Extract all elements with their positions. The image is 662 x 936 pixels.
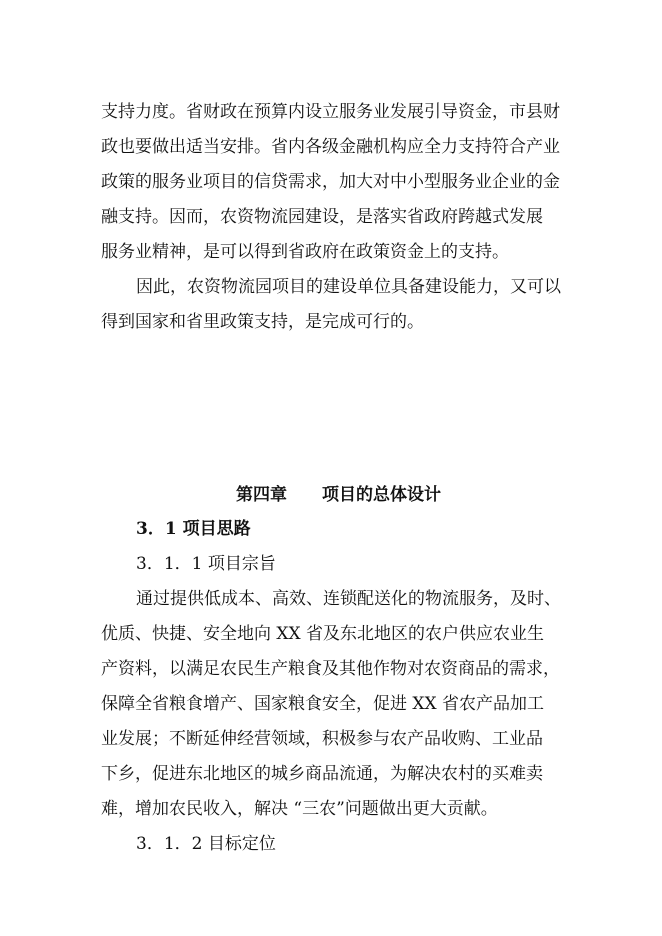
paragraph-2-line-2: 得到国家和省里政策支持，是完成可行的。	[101, 312, 424, 332]
section-3-1-1-line-7: 难，增加农民收入，解决 “三农”问题做出更大贡献。	[101, 799, 498, 819]
section-3-1-2-heading: 3．1．2 目标定位	[136, 834, 276, 854]
chapter-number: 第四章	[236, 485, 287, 505]
paragraph-1-line-4: 融支持。因而，农资物流园建设，是落实省政府跨越式发展	[101, 207, 543, 227]
section-3-1-1-line-2: 优质、快捷、安全地向 XX 省及东北地区的农户供应农业生	[101, 624, 545, 644]
chapter-title: 项目的总体设计	[322, 485, 441, 505]
paragraph-1-line-2: 政也要做出适当安排。省内各级金融机构应全力支持符合产业	[101, 137, 560, 157]
section-3-1-1-line-1: 通过提供低成本、高效、连锁配送化的物流服务，及时、	[136, 589, 561, 609]
paragraph-1-line-3: 政策的服务业项目的信贷需求，加大对中小型服务业企业的金	[101, 172, 560, 192]
paragraph-1-line-1: 支持力度。省财政在预算内设立服务业发展引导资金，市县财	[101, 102, 560, 122]
paragraph-1-line-5: 服务业精神，是可以得到省政府在政策资金上的支持。	[101, 242, 509, 262]
section-3-1-1-heading: 3．1．1 项目宗旨	[136, 554, 276, 574]
section-3-1-1-line-6: 下乡，促进东北地区的城乡商品流通，为解决农村的买难卖	[101, 764, 543, 784]
section-3-1-1-line-3: 产资料，以满足农民生产粮食及其他作物对农资商品的需求，	[101, 659, 560, 679]
section-3-1-1-line-4: 保障全省粮食增产、国家粮食安全，促进 XX 省农产品加工	[101, 694, 545, 714]
section-3-1-1-line-5: 业发展；不断延伸经营领域，积极参与农产品收购、工业品	[101, 729, 543, 749]
section-3-1-heading: 3．1 项目思路	[136, 519, 251, 539]
paragraph-2-line-1: 因此，农资物流园项目的建设单位具备建设能力，又可以	[136, 277, 561, 297]
